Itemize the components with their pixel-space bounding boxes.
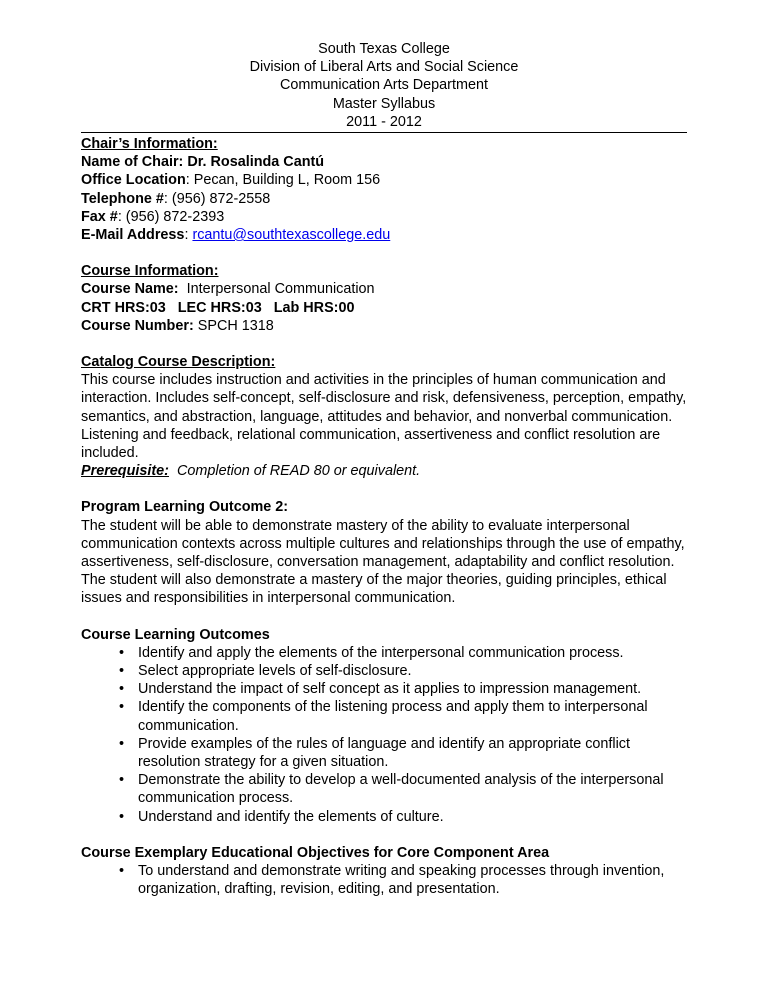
list-item bbox=[81, 735, 687, 771]
office-label: Office Location bbox=[81, 172, 186, 189]
syllabus-page bbox=[81, 40, 687, 898]
list-item-text: • To understand and demonstrate writing and speaking processes through invention, bbox=[138, 863, 665, 880]
spacer bbox=[81, 826, 687, 844]
email bbox=[81, 226, 687, 244]
header-divider bbox=[81, 132, 687, 133]
prerequisite-label: Prerequisite: bbox=[81, 463, 169, 480]
list-item-text: organization, drafting, revision, editing, and presentation. bbox=[138, 881, 500, 898]
course-heading: Course Information: bbox=[81, 263, 219, 280]
chair-heading: Chair’s Information: bbox=[81, 135, 218, 152]
prerequisite-value: Completion of READ 80 or equivalent. bbox=[168, 463, 421, 480]
list-item-text: • Identify and apply the elements of the interpersonal communication process. bbox=[138, 644, 624, 661]
fax-label: Fax # bbox=[81, 208, 118, 225]
spacer bbox=[81, 244, 687, 262]
list-item bbox=[81, 662, 687, 680]
course-number bbox=[81, 317, 687, 335]
list-item bbox=[81, 698, 687, 734]
college-name: South Texas College bbox=[318, 41, 450, 57]
course-name bbox=[81, 280, 687, 298]
telephone-label: Telephone # bbox=[81, 190, 164, 207]
list-item-text: communication. bbox=[138, 717, 239, 734]
office-location bbox=[81, 171, 687, 189]
program-outcome-heading: Program Learning Outcome 2: bbox=[81, 499, 289, 516]
program-outcome-section bbox=[81, 498, 687, 607]
list-item-text: communication process. bbox=[138, 790, 294, 807]
email-label: E-Mail Address bbox=[81, 226, 185, 243]
fax-value: : (956) 872-2393 bbox=[117, 208, 225, 225]
telephone bbox=[81, 190, 687, 208]
list-item-text: • Identify the components of the listening process and apply them to interpersonal bbox=[138, 699, 648, 716]
list-item bbox=[81, 680, 687, 698]
email-separator: : bbox=[184, 226, 193, 243]
chair-information-section bbox=[81, 135, 687, 244]
course-outcomes-section bbox=[81, 626, 687, 826]
list-item bbox=[81, 771, 687, 807]
course-outcomes-list bbox=[81, 644, 687, 826]
core-objectives-heading: Course Exemplary Educational Objectives for Core Component Area bbox=[81, 844, 550, 861]
chair-name: Name of Chair: Dr. Rosalinda Cantú bbox=[81, 154, 325, 171]
program-outcome-line: The student will be able to demonstrate mastery of the ability to evaluate interpersonal bbox=[81, 517, 630, 534]
email-link[interactable]: rcantu@southtexascollege.edu bbox=[192, 226, 391, 243]
list-item-text: • Provide examples of the rules of language and identify an appropriate conflict bbox=[138, 735, 630, 752]
course-hours: CRT HRS:03 LEC HRS:03 Lab HRS:00 bbox=[81, 299, 355, 316]
course-outcomes-heading: Course Learning Outcomes bbox=[81, 626, 270, 643]
course-number-value: SPCH 1318 bbox=[193, 317, 274, 334]
core-objectives-list bbox=[81, 862, 687, 898]
program-outcome-line: assertiveness, self-disclosure, conversation management, adaptability and conflict resolution. bbox=[81, 554, 675, 570]
catalog-line: This course includes instruction and activities in the principles of human communication and bbox=[81, 372, 666, 389]
telephone-value: : (956) 872-2558 bbox=[163, 190, 271, 207]
course-number-label: Course Number: bbox=[81, 317, 194, 334]
catalog-heading: Catalog Course Description: bbox=[81, 353, 276, 370]
fax bbox=[81, 208, 687, 226]
list-item-text: • Understand the impact of self concept as it applies to impression management. bbox=[138, 681, 642, 698]
spacer bbox=[81, 608, 687, 626]
catalog-line: semantics, and abstraction, language, attitudes and behavior, and nonverbal communication. bbox=[81, 408, 673, 425]
list-item-text: resolution strategy for a given situation. bbox=[138, 754, 389, 771]
catalog-line: Listening and feedback, relational communication, assertiveness and conflict resolution are bbox=[81, 426, 661, 443]
document-type: Master Syllabus bbox=[332, 95, 436, 112]
course-name-label: Course Name: bbox=[81, 281, 179, 298]
document-header bbox=[81, 40, 687, 131]
catalog-line: interaction. Includes self-concept, self-disclosure and risk, defensiveness, perception, empathy, bbox=[81, 390, 687, 407]
core-objectives-section bbox=[81, 844, 687, 899]
course-information-section bbox=[81, 262, 687, 335]
prerequisite bbox=[81, 462, 687, 480]
spacer bbox=[81, 480, 687, 498]
list-item-text: • Demonstrate the ability to develop a well-documented analysis of the interpersonal bbox=[138, 772, 664, 789]
spacer bbox=[81, 335, 687, 353]
list-item-text: • Select appropriate levels of self-disclosure. bbox=[138, 663, 412, 680]
catalog-line: included. bbox=[81, 444, 139, 461]
academic-year: 2011 - 2012 bbox=[346, 113, 422, 130]
division-name: Division of Liberal Arts and Social Science bbox=[249, 59, 519, 76]
program-outcome-line: The student will also demonstrate a mastery of the major theories, guiding principles, ethical bbox=[81, 572, 667, 589]
list-item bbox=[81, 862, 687, 898]
list-item-text: • Understand and identify the elements of culture. bbox=[138, 808, 444, 825]
list-item bbox=[81, 644, 687, 662]
office-value: : Pecan, Building L, Room 156 bbox=[185, 172, 381, 189]
program-outcome-line: communication contexts across multiple cultures and relationships through the use of empathy, bbox=[81, 535, 685, 552]
list-item bbox=[81, 808, 687, 826]
department-name: Communication Arts Department bbox=[280, 77, 488, 94]
catalog-description-section bbox=[81, 353, 687, 480]
program-outcome-line: issues and responsibilities in interpersonal communication. bbox=[81, 590, 456, 607]
course-name-value: Interpersonal Communication bbox=[178, 281, 375, 298]
